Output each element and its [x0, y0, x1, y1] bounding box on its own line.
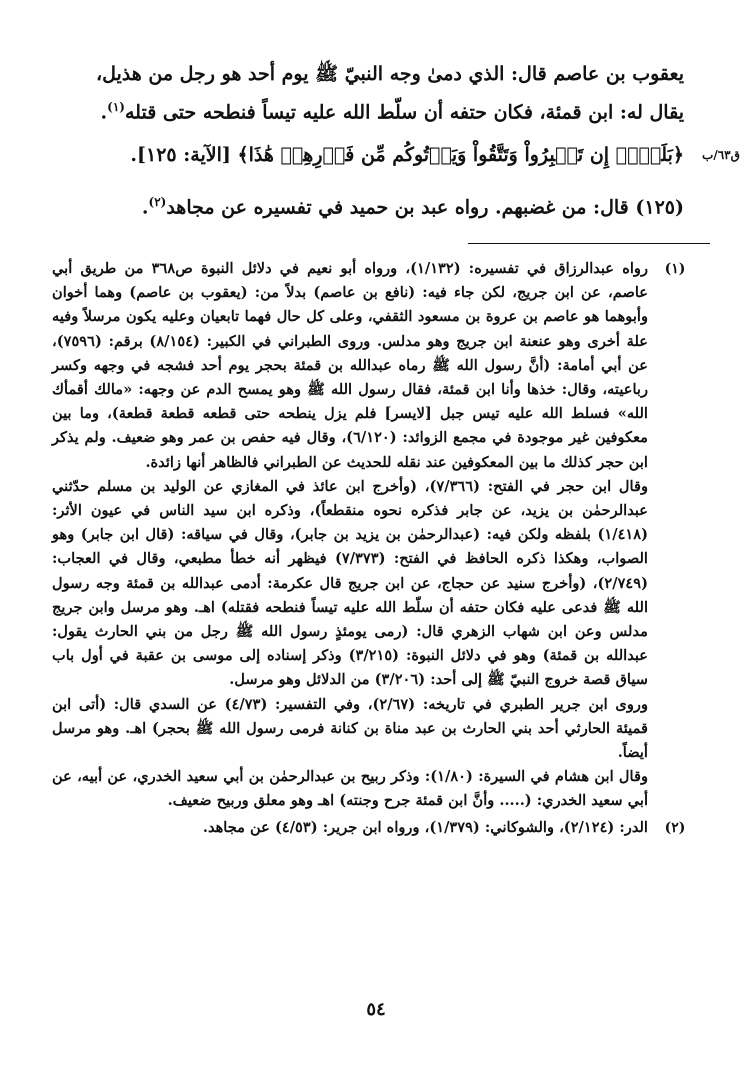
quran-verse: بَلَىٰٓۚ إِن تَصۡبِرُواْ وَتَتَّقُواْ وَيَأۡتُوكُم مِّن فَوۡرِهِمۡ هَٰذَا	[248, 144, 673, 167]
verse-number: (١٢٥)	[635, 196, 684, 219]
verse-close-bracket: ﴾	[237, 144, 249, 167]
footnote-2-number: (٢)	[664, 819, 686, 836]
quran-verse-line	[60, 139, 684, 172]
commentary-line	[60, 186, 684, 224]
footnotes	[52, 257, 686, 840]
footnote-1-paragraph: وروى ابن جرير الطبري في تاريخه: (٢/٦٧)، وفي التفسير: (٤/٧٣) عن السدي قال: (أتى ابن قميئة الحارثي أحد بني الحارث بن عبد مناة بن كنانة فرمى رسول الله ﷺ بحجر) اهـ. وهو مرسل أيضاً.	[52, 695, 648, 762]
main-line-2-end: .	[100, 101, 108, 124]
commentary-text: قال: من غضبهم. رواه عبد بن حميد في تفسيره عن مجاهد	[166, 196, 629, 219]
footnote-separator	[468, 243, 710, 244]
main-line-1	[60, 58, 684, 91]
manuscript-margin-note: ق٦٣/ب	[702, 148, 740, 162]
footnote-2-text: الدر: (٢/١٢٤)، والشوكاني: (١/٣٧٩)، ورواه ابن جرير: (٤/٥٣) عن مجاهد.	[202, 818, 648, 836]
main-line-1-text: يعقوب بن عاصم قال: الذي دمىٰ وجه النبيّ ﷺ يوم أحد هو رجل من هذيل،	[96, 63, 684, 85]
page-number: ٥٤	[366, 999, 386, 1020]
footnote-ref-2[interactable]: (٢)	[148, 195, 167, 210]
verse-open-bracket: ﴿	[672, 144, 684, 167]
footnote-1-number: (١)	[664, 261, 686, 277]
footnote-1-paragraph: وقال ابن هشام في السيرة: (١/٨٠): وذكر ربيح بن عبدالرحمٰن بن أبي سعيد الخدري، عن أبيه، عن أبي سعيد الخدري: (..... وأنَّ ابن قمئة جرح وجنته) اهـ وهو معلق وربيح ضعيف.	[52, 768, 648, 810]
footnote-1	[52, 257, 686, 814]
footnote-ref-1[interactable]: (١)	[107, 100, 125, 114]
verse-reference: [الآية: ١٢٥].	[130, 144, 231, 167]
footnote-2	[52, 816, 686, 840]
footnote-1-paragraph: رواه عبدالرزاق في تفسيره: (١/١٣٢)، ورواه أبو نعيم في دلائل النبوة ص٣٦٨ من طريق أبي عاصم، عن ابن جريج، لكن جاء فيه: (نافع بن عاصم) بدلاً من: (يعقوب بن عاصم) وهما أخوان وأبوهما هو عاصم بن عروة بن مسعود الثقفي، وعلى كل حال فهما تابعيان وعليه يكون مرسلاً وفيه علة أخرى وهو عنعنة ابن جريج وهو مدلس. وروى الطبراني في الكبير: (٨/١٥٤) برقم: (٧٥٩٦)، عن أبي أمامة: (أنَّ رسول الله ﷺ رماه عبدالله بن قمئة بحجر يوم أحد فشجه في وجهه وكسر رباعيته، وقال: خذها وأنا ابن قمئة، فقال رسول الله ﷺ وهو يمسح الدم عن وجهه: «مالك أقمأك الله» فسلط الله عليه تيس جبل [لايسر] فلم يزل ينطحه حتى قطعه قطعة قطعة)، وما بين معكوفين غير موجودة في مجمع الزوائد: (٦/١٢٠)، وقال فيه حفص بن عمر وهو ضعيف. ولم يذكر ابن حجر كذلك ما بين المعكوفين عند نقله للحديث عن الطبراني فالظاهر أنها زائدة.	[52, 260, 648, 471]
main-line-2	[60, 91, 684, 129]
main-text	[60, 58, 684, 225]
commentary-end: .	[141, 196, 149, 219]
main-line-2-text: يقال له: ابن قمئة، فكان حتفه أن سلّط الله عليه تيساً فنطحه حتى قتله	[124, 101, 684, 124]
footnote-1-paragraph: وقال ابن حجر في الفتح: (٧/٣٦٦)، (وأخرج ابن عائذ في المغازي عن الوليد بن مسلم حدّثني عبدالرحمٰن بن يزيد، عن جابر فذكره نحوه منقطعاً)، وذكره ابن سيد الناس في عيون الأثر: (١/٤١٨) بلفظه ولكن فيه: (عبدالرحمٰن بن يزيد بن جابر)، وقال في سياقه: (قال ابن جابر) وهو الصواب، وهكذا ذكره الحافظ في الفتح: (٧/٣٧٣) فيظهر أنه خطأ مطبعي، وقال في العجاب: (٢/٧٤٩)، (وأخرج سنيد عن حجاج، عن ابن جريج قال عكرمة: أدمى عبدالله بن قمئة وجه رسول الله ﷺ فدعى عليه فكان حتفه أن سلّط الله عليه تيساً فنطحه فقتله) اهـ. وهو مرسل وابن جريج مدلس وعن ابن شهاب الزهري قال: (رمى يومئذٍ رسول الله ﷺ رجل من بني الحارث يقول: عبدالله بن قمئة) وهو في دلائل النبوة: (٣/٢١٥) وذكر إسناده إلى موسى بن عقبة في أول باب سياق قصة خروج النبيّ ﷺ إلى أحد: (٣/٢٠٦) من الدلائل وهو مرسل.	[52, 477, 648, 689]
